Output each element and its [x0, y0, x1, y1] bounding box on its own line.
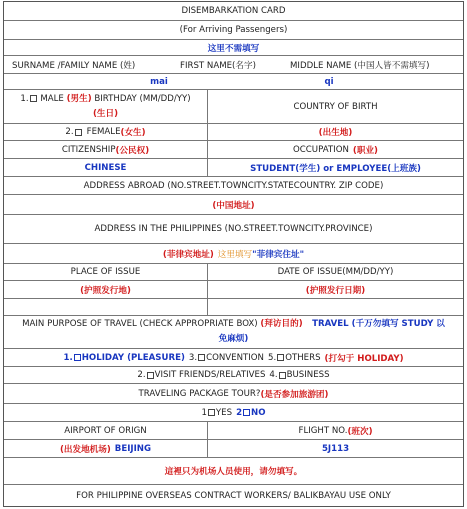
yes-checkbox[interactable] — [208, 409, 215, 416]
name-labels-row — [4, 56, 463, 74]
male-cn-label: (男生) — [66, 93, 92, 104]
purpose-options-row-2 — [4, 367, 463, 384]
citizenship-cn-label: (公民权) — [115, 145, 150, 156]
visit-friends-label: VISIT FRIENDS/RELATIVES — [154, 370, 266, 380]
address-ph-hint: 这里填写 — [217, 249, 253, 260]
surname-label: SURNAME /FAMILY NAME (姓) — [12, 60, 136, 71]
address-abroad-value-row — [4, 195, 463, 215]
convention-checkbox[interactable] — [198, 354, 205, 361]
address-ph-value-row — [4, 244, 463, 264]
surname-value[interactable]: mai — [150, 76, 168, 87]
official-use-note: 這裡只为机场人员使用，请勿填写。 — [164, 467, 303, 477]
no-fill-note: 这里不需填写 — [207, 43, 260, 54]
purpose-label: MAIN PURPOSE OF TRAVEL (CHECK APPROPRIATE BOX) — [22, 319, 258, 329]
male-prefix: 1. — [20, 93, 29, 104]
occupation-label: OCCUPATION — [293, 144, 349, 155]
card-title: DISEMBARKATION CARD — [181, 6, 286, 16]
middle-name-label: MIDDLE NAME (中国人皆不需填写) — [290, 60, 430, 71]
date-of-issue-label: DATE OF ISSUE(MM/DD/YY) — [277, 267, 394, 277]
flight-no-value[interactable]: 5J113 — [321, 443, 350, 454]
name-values-row — [4, 74, 463, 90]
female-row — [4, 124, 463, 141]
occupation-value[interactable]: STUDENT(学生) or EMPLOYEE(上班族) — [250, 163, 421, 174]
card-title-row — [4, 2, 463, 21]
female-checkbox[interactable] — [75, 129, 82, 136]
purpose-options-row-1 — [4, 349, 463, 367]
purpose-cn-label: (拜访目的) — [260, 319, 303, 329]
official-note-row — [4, 458, 463, 485]
yes-label: YES — [215, 407, 233, 418]
female-cn-label: (女生) — [120, 128, 146, 138]
no-fill-note-row — [4, 40, 463, 56]
male-checkbox[interactable] — [30, 95, 37, 102]
card-subtitle: (For Arriving Passengers) — [179, 25, 288, 35]
address-abroad-cn[interactable]: (中国地址) — [212, 200, 255, 211]
address-ph-row — [4, 215, 463, 244]
disembarkation-card — [3, 1, 464, 507]
flight-values-row — [4, 440, 463, 458]
address-ph-hint-value[interactable]: "菲律宾住址" — [252, 249, 305, 260]
purpose-row — [4, 316, 463, 349]
purpose-hint-line1: TRAVEL (千万勿填写 STUDY 以 — [312, 319, 445, 329]
place-of-issue-cn[interactable]: (护照发行地) — [80, 285, 131, 296]
citizenship-values-row — [4, 159, 463, 177]
airport-origin-cn: (出发地机场) — [59, 444, 111, 455]
female-prefix: 2. — [65, 127, 74, 137]
business-checkbox[interactable] — [279, 372, 286, 379]
country-of-birth-cn-label: (出生地) — [318, 128, 353, 138]
business-label: BUSINESS — [286, 370, 330, 380]
flight-labels-row — [4, 422, 463, 440]
address-ph-cn: (菲律宾地址) — [162, 249, 214, 260]
others-label: OTHERS — [285, 352, 321, 363]
footer-row — [4, 485, 463, 507]
others-cn-hint: (打勾于 HOLIDAY) — [324, 353, 404, 364]
address-abroad-label: ADDRESS ABROAD (NO.STREET.TOWNCITY.STATECOUNTRY. ZIP CODE) — [83, 180, 384, 191]
convention-label: CONVENTION — [206, 352, 264, 363]
holiday-label: HOLIDAY (PLEASURE) — [81, 352, 185, 363]
address-abroad-row — [4, 177, 463, 195]
birthday-cn-label: (生日) — [92, 108, 119, 119]
holiday-checkbox[interactable] — [74, 354, 81, 361]
no-prefix: 2 — [236, 407, 243, 418]
country-of-birth-label: COUNTRY OF BIRTH — [293, 101, 378, 112]
sex-birthday-row — [4, 90, 463, 124]
card-subtitle-row — [4, 21, 463, 40]
flight-no-cn: (班次) — [347, 426, 373, 437]
blank-row — [4, 299, 463, 316]
date-of-issue-cn[interactable]: (护照发行日期) — [305, 285, 366, 296]
issue-labels-row — [4, 264, 463, 281]
visit-friends-checkbox[interactable] — [147, 372, 154, 379]
occupation-cn-label: (职业) — [352, 145, 378, 156]
package-options-row — [4, 404, 463, 422]
citizenship-label: CITIZENSHIP — [61, 144, 116, 155]
package-tour-row — [4, 384, 463, 404]
issue-values-row — [4, 281, 463, 299]
opt1-prefix: 1. — [63, 352, 73, 363]
footer-text: FOR PHILIPPINE OVERSEAS CONTRACT WORKERS/ BALIKBAYAU USE ONLY — [76, 491, 391, 501]
yes-prefix: 1 — [201, 407, 207, 418]
first-name-value[interactable]: qi — [324, 76, 334, 87]
male-label: MALE — [40, 93, 64, 104]
package-tour-label: TRAVELING PACKAGE TOUR? — [138, 388, 261, 399]
no-label: NO — [251, 407, 266, 418]
package-tour-cn: (是否参加旅游团) — [260, 389, 329, 400]
citizenship-value[interactable]: CHINESE — [84, 162, 127, 173]
birthday-label: BIRTHDAY (MM/DD/YY) — [94, 93, 191, 104]
address-ph-label: ADDRESS IN THE PHILIPPINES (NO.STREET.TOWNCITY.PROVINCE) — [94, 224, 373, 234]
airport-origin-label: AIRPORT OF ORIGN — [64, 425, 147, 436]
first-name-label: FIRST NAME(名字) — [180, 60, 256, 71]
purpose-hint-line2: 免麻烦) — [218, 334, 249, 344]
opt5-prefix: 5. — [268, 352, 277, 363]
airport-origin-value[interactable]: BEIJING — [114, 443, 152, 454]
others-checkbox[interactable] — [277, 354, 284, 361]
opt3-prefix: 3. — [188, 352, 198, 363]
opt2-prefix: 2. — [137, 370, 146, 380]
no-checkbox[interactable] — [243, 409, 250, 416]
opt4-prefix: 4. — [269, 370, 278, 380]
female-label: FEMALE — [86, 127, 121, 137]
flight-no-label: FLIGHT NO. — [298, 425, 348, 436]
citizenship-labels-row — [4, 141, 463, 159]
place-of-issue-label: PLACE OF ISSUE — [70, 267, 141, 277]
